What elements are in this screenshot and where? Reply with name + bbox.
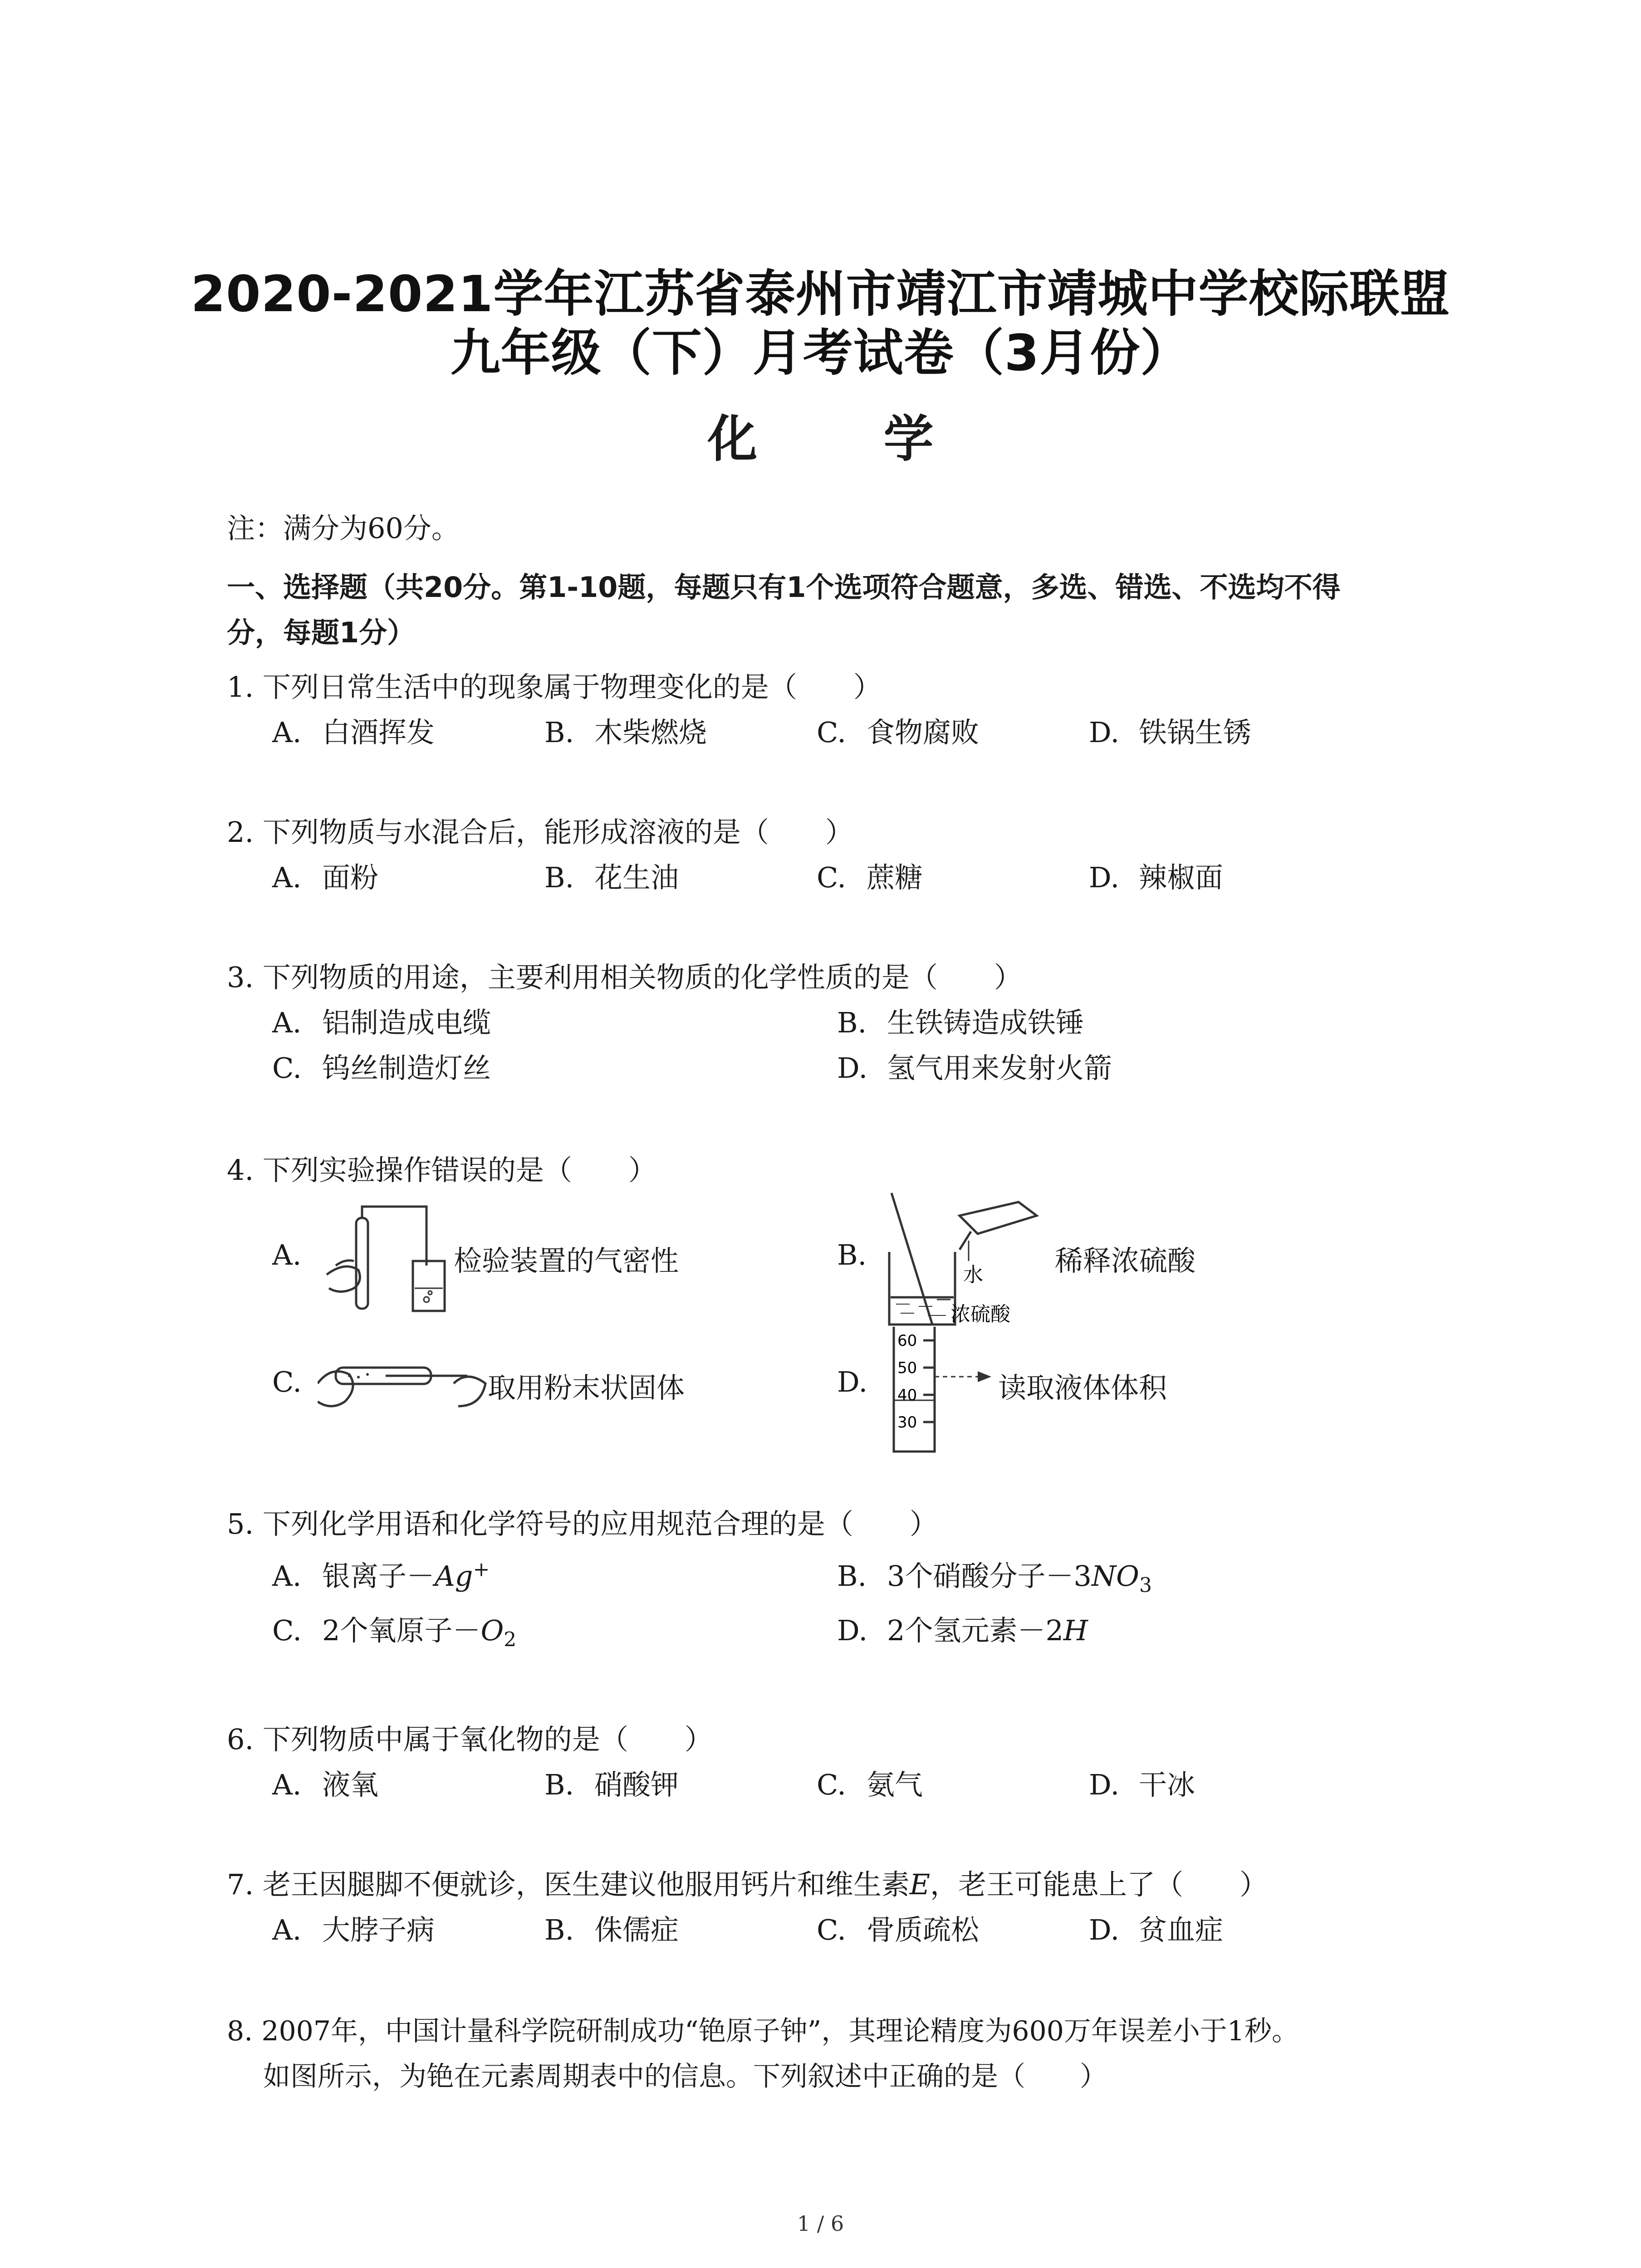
- q3-option-b: B. 生铁铸造成铁锤: [837, 1006, 1084, 1039]
- question-1-stem: 1. 下列日常生活中的现象属于物理变化的是（ ）: [227, 670, 882, 704]
- q7-option-b: B. 侏儒症: [544, 1913, 679, 1946]
- q1-option-c: C. 食物腐败: [817, 716, 980, 749]
- question-2-stem: 2. 下列物质与水混合后，能形成溶液的是（ ）: [227, 816, 853, 849]
- q6-option-c: C. 氨气: [817, 1768, 923, 1801]
- q2-option-c: C. 蔗糖: [817, 861, 923, 894]
- exam-title-line2: 九年级（下）月考试卷（3月份）: [450, 324, 1191, 382]
- section-heading-line1: 一、选择题（共20分。第1-10题，每题只有1个选项符合题意，多选、错选、不选均不得: [227, 571, 1341, 604]
- question-4-stem: 4. 下列实验操作错误的是（ ）: [227, 1154, 656, 1187]
- q7-option-c: C. 骨质疏松: [817, 1913, 980, 1946]
- q5-option-b: B. 3个硝酸分子$-3NO_3$: [837, 1559, 1152, 1597]
- q4-option-c-key: C.: [272, 1365, 302, 1398]
- q3-option-d: D. 氢气用来发射火箭: [837, 1051, 1112, 1085]
- tick-50: 50: [897, 1359, 917, 1377]
- q1-option-d: D. 铁锅生锈: [1089, 716, 1252, 749]
- q7-option-a: A. 大脖子病: [272, 1913, 435, 1946]
- q7-option-d: D. 贫血症: [1089, 1913, 1224, 1946]
- label-conc-acid: 浓硫酸: [950, 1303, 1010, 1326]
- q4-option-c-label: 取用粉末状固体: [488, 1371, 685, 1404]
- subject-title: 化 学: [707, 410, 988, 468]
- question-3-stem: 3. 下列物质的用途，主要利用相关物质的化学性质的是（ ）: [227, 961, 1022, 994]
- label-water: 水: [963, 1263, 983, 1286]
- q4-option-d-key: D.: [837, 1365, 868, 1398]
- q2-option-a: A. 面粉: [272, 861, 379, 894]
- q5-option-d: D. 2个氢元素－2H: [837, 1614, 1088, 1647]
- question-8-stem-line1: 8. 2007年，中国计量科学院研制成功“铯原子钟”，其理论精度为600万年误差小于1秒。: [227, 2015, 1299, 2047]
- q4-option-d-label: 读取液体体积: [998, 1371, 1167, 1404]
- q1-option-b: B. 木柴燃烧: [544, 716, 707, 749]
- question-5-stem: 5. 下列化学用语和化学符号的应用规范合理的是（ ）: [227, 1507, 938, 1540]
- tick-40: 40: [897, 1386, 917, 1404]
- score-note: 注：满分为60分。: [227, 512, 460, 545]
- powder-transfer-figure: [318, 1343, 490, 1424]
- question-7-stem: 7. 老王因腿脚不便就诊，医生建议他服用钙片和维生素E，老王可能患上了（ ）: [227, 1868, 1268, 1901]
- q4-option-b-key: B.: [837, 1238, 867, 1271]
- question-6-stem: 6. 下列物质中属于氧化物的是（ ）: [227, 1723, 713, 1756]
- exam-title-line1: 2020-2021学年江苏省泰州市靖江市靖城中学校际联盟: [191, 265, 1450, 323]
- q2-option-d: D. 辣椒面: [1089, 861, 1224, 894]
- q5-option-c: C. 2个氧原子$-O_2$: [272, 1614, 517, 1652]
- q5-option-a: A. 银离子－Ag+: [272, 1558, 490, 1593]
- q4-option-a-label: 检验装置的气密性: [454, 1244, 679, 1277]
- section-heading-line2: 分，每题1分）: [227, 616, 416, 649]
- q4-option-a-key: A.: [272, 1238, 302, 1271]
- dilute-acid-figure: [882, 1188, 1055, 1334]
- q3-option-a: A. 铝制造成电缆: [272, 1006, 491, 1039]
- q6-option-b: B. 硝酸钾: [544, 1768, 679, 1801]
- airtightness-check-figure: [318, 1198, 454, 1320]
- q3-option-c: C. 钨丝制造灯丝: [272, 1051, 491, 1085]
- question-8-stem-line2: 如图所示，为铯在元素周期表中的信息。下列叙述中正确的是（ ）: [263, 2061, 1107, 2092]
- q2-option-b: B. 花生油: [544, 861, 679, 894]
- q6-option-a: A. 液氧: [272, 1768, 379, 1801]
- tick-60: 60: [897, 1332, 917, 1350]
- tick-30: 30: [897, 1413, 917, 1432]
- page-number: 1 / 6: [797, 2211, 844, 2236]
- q1-option-a: A. 白酒挥发: [272, 716, 435, 749]
- graduated-cylinder-figure: [889, 1322, 998, 1454]
- q6-option-d: D. 干冰: [1089, 1768, 1195, 1801]
- q4-option-b-label: 稀释浓硫酸: [1055, 1244, 1196, 1277]
